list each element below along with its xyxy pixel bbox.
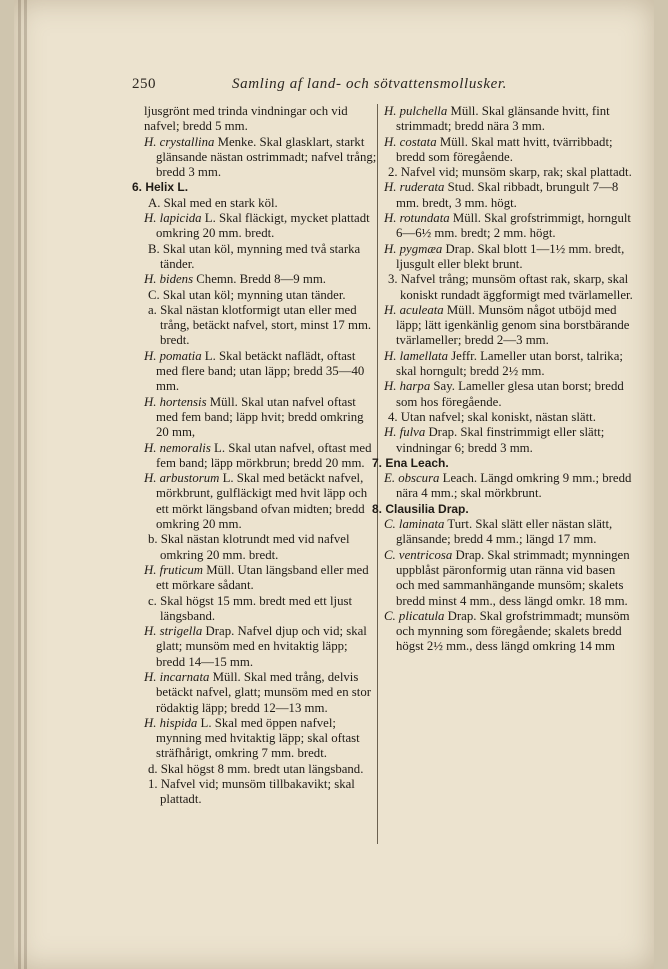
entry-text: Drap. Skal grofstrimmadt; munsöm och mynning som föregående; skalets bredd högst 2½ mm., dess längd omkring 14 mm xyxy=(396,608,630,654)
species-entry xyxy=(144,716,378,762)
key-entry xyxy=(148,532,378,563)
entry-text: Müll. Skal med trång, delvis betäckt nafvel, glatt; munsöm med en stor rödaktig läpp; bredd 12—13 mm. xyxy=(156,669,372,715)
running-title: Samling af land- och sötvattensmollusker. xyxy=(232,76,507,92)
genus-heading: 8. Clausilia Drap. xyxy=(372,501,469,516)
entry-text: L. Skal fläckigt, mycket plattadt omkring 20 mm. bredt. xyxy=(156,211,370,241)
species-entry xyxy=(384,135,636,166)
species-name: H. hispida xyxy=(144,715,198,730)
species-entry xyxy=(144,670,378,716)
species-name: H. hortensis xyxy=(144,394,207,409)
entry-text: Müll. Skal utan nafvel oftast med fem band; läpp hvit; bredd omkring 20 mm, xyxy=(156,394,364,440)
species-name: H. harpa xyxy=(384,379,431,394)
species-entry xyxy=(144,471,378,532)
key-entry xyxy=(148,303,378,349)
species-name: C. ventricosa xyxy=(384,547,453,562)
key-entry xyxy=(148,777,378,808)
entry-text: 2. Nafvel vid; munsöm skarp, rak; skal plattadt. xyxy=(388,165,632,180)
key-entry xyxy=(148,762,378,777)
species-name: H. rotundata xyxy=(384,211,450,226)
species-name: H. fulva xyxy=(384,425,426,440)
species-entry xyxy=(384,211,636,242)
entry-text: L. Skal utan nafvel, oftast med fem band; läpp mörkbrun; bredd 20 mm. xyxy=(156,440,372,470)
entry-text: 4. Utan nafvel; skal koniskt, nästan slätt. xyxy=(388,409,596,424)
entry-text: Turt. Skal slätt eller nästan slätt, glänsande; bredd 4 mm.; längd 17 mm. xyxy=(396,517,613,547)
species-entry xyxy=(384,303,636,349)
species-name: H. pulchella xyxy=(384,104,448,118)
species-name: H. aculeata xyxy=(384,302,444,317)
species-entry xyxy=(384,548,636,609)
species-name: H. lamellata xyxy=(384,348,448,363)
continued-text xyxy=(144,104,378,135)
species-name: H. nemoralis xyxy=(144,440,211,455)
species-entry xyxy=(384,471,636,502)
genus-heading: 6. Helix L. xyxy=(132,180,189,195)
species-name: H. crystallina xyxy=(144,134,215,149)
species-entry xyxy=(384,242,636,273)
species-name: H. costata xyxy=(384,134,437,149)
species-entry xyxy=(144,624,378,670)
species-entry xyxy=(384,180,636,211)
entry-text: Drap. Skal strimmadt; mynningen uppblåst päronformig utan ränna vid basen och med sammanhängande munsöm; skalets bredd minst 4 mm., dess längd omkr. 18 mm. xyxy=(396,547,630,608)
species-entry xyxy=(144,395,378,441)
entry-text: ljusgrönt med trinda vindningar och vid nafvel; bredd 5 mm. xyxy=(144,104,348,134)
entry-text: Müll. Skal matt hvitt, tvärribbadt; bredd som föregående. xyxy=(396,134,613,164)
species-name: H. pomatia xyxy=(144,348,202,363)
entry-text: B. Skal utan köl, mynning med två starka tänder. xyxy=(148,241,361,271)
key-entry xyxy=(388,272,636,303)
key-entry xyxy=(388,165,636,180)
entry-text: Drap. Skal blott 1—1½ mm. bredt, ljusgult eller blekt brunt. xyxy=(396,241,625,271)
entry-text: Müll. Skal grofstrimmigt, horngult 6—6½ mm. bredt; 2 mm. högt. xyxy=(396,211,631,241)
entry-text: d. Skal högst 8 mm. bredt utan längsband. xyxy=(148,761,364,776)
species-entry xyxy=(384,609,636,655)
entry-text: L. Skal med betäckt nafvel, mörkbrunt, gulfläckigt med hvit läpp och ett mörkt längsband ofvan midten; bredd omkring 20 mm. xyxy=(156,471,368,532)
species-entry xyxy=(144,135,378,181)
species-name: H. ruderata xyxy=(384,180,445,195)
species-name: H. fruticum xyxy=(144,562,204,577)
page-number: 250 xyxy=(132,76,156,92)
entry-text: Drap. Nafvel djup och vid; skal glatt; munsöm med en hvitaktig läpp; bredd 14—15 mm. xyxy=(156,624,367,669)
key-entry xyxy=(148,242,378,273)
species-name: C. laminata xyxy=(384,517,445,532)
species-name: H. lapicida xyxy=(144,211,202,226)
entry-text: 1. Nafvel vid; munsöm tillbakavikt; skal plattadt. xyxy=(148,777,355,807)
column-divider xyxy=(377,104,378,844)
species-entry xyxy=(384,379,636,410)
species-name: H. pygmæa xyxy=(384,241,443,256)
species-entry xyxy=(144,272,378,287)
species-name: H. bidens xyxy=(144,272,194,287)
key-entry xyxy=(148,594,378,625)
entry-text: Müll. Munsöm något utböjd med läpp; lätt igenkänlig genom sina borstbärande tvärlameller; bredd 2—3 mm. xyxy=(396,302,630,348)
entry-text: Jeffr. Lameller utan borst, talrika; skal horngult; bredd 2½ mm. xyxy=(396,348,623,379)
entry-text: Say. Lameller glesa utan borst; bredd som hos föregående. xyxy=(396,379,624,409)
right-column xyxy=(372,104,636,655)
entry-text: L. Skal med öppen nafvel; mynning med hvitaktig läpp; skal oftast sträfhårigt, omkring 7 mm. bredt. xyxy=(156,715,360,761)
entry-text: A. Skal med en stark köl. xyxy=(148,195,278,210)
entry-text: 3. Nafvel trång; munsöm oftast rak, skarp, skal koniskt rundadt äggformigt med tvärlameller. xyxy=(388,272,633,302)
entry-text: Stud. Skal ribbadt, brungult 7—8 mm. bredt, 3 mm. högt. xyxy=(396,180,619,210)
species-entry xyxy=(384,517,636,548)
key-entry xyxy=(148,196,378,211)
entry-text: Leach. Längd omkring 9 mm.; bredd nära 4 mm.; skal mörkbrunt. xyxy=(396,471,632,501)
page-edge xyxy=(18,0,21,969)
key-entry xyxy=(148,288,378,303)
species-entry xyxy=(144,349,378,395)
left-column xyxy=(132,104,378,808)
species-entry xyxy=(144,441,378,472)
species-entry xyxy=(384,104,636,135)
entry-text: Müll. Skal glänsande hvitt, fint strimmadt; bredd nära 3 mm. xyxy=(396,104,610,134)
species-name: H. arbustorum xyxy=(144,471,220,486)
entry-text: c. Skal högst 15 mm. bredt med ett ljust längsband. xyxy=(148,593,353,623)
entry-text: Menke. Skal glasklart, starkt glänsande nästan ostrimmadt; nafvel trång; bredd 3 mm. xyxy=(156,134,377,180)
entry-text: a. Skal nästan klotformigt utan eller med trång, betäckt nafvel, stort, minst 17 mm. bredt. xyxy=(148,302,372,348)
species-entry xyxy=(384,425,636,456)
page-margin xyxy=(654,0,668,969)
entry-text: b. Skal nästan klotrundt med vid nafvel omkring 20 mm. bredt. xyxy=(148,532,350,562)
species-name: H. strigella xyxy=(144,624,203,639)
entry-text: Müll. Utan längsband eller med ett mörkare sådant. xyxy=(156,562,369,593)
page-edge xyxy=(24,0,27,969)
book-page xyxy=(14,0,654,969)
entry-text: C. Skal utan köl; mynning utan tänder. xyxy=(148,287,346,302)
page-header xyxy=(14,76,654,96)
genus-heading: 7. Ena Leach. xyxy=(372,455,449,470)
species-name: H. incarnata xyxy=(144,669,210,684)
species-entry xyxy=(384,349,636,380)
species-entry xyxy=(144,563,378,594)
entry-text: L. Skal betäckt naflädt, oftast med flere band; utan läpp; bredd 35—40 mm. xyxy=(156,348,365,394)
entry-text: Chemn. Bredd 8—9 mm. xyxy=(196,272,327,287)
species-name: E. obscura xyxy=(384,471,440,486)
species-entry xyxy=(144,211,378,242)
species-name: C. plicatula xyxy=(384,608,445,623)
entry-text: Drap. Skal finstrimmigt eller slätt; vindningar 6; bredd 3 mm. xyxy=(396,425,605,455)
key-entry xyxy=(388,410,636,425)
